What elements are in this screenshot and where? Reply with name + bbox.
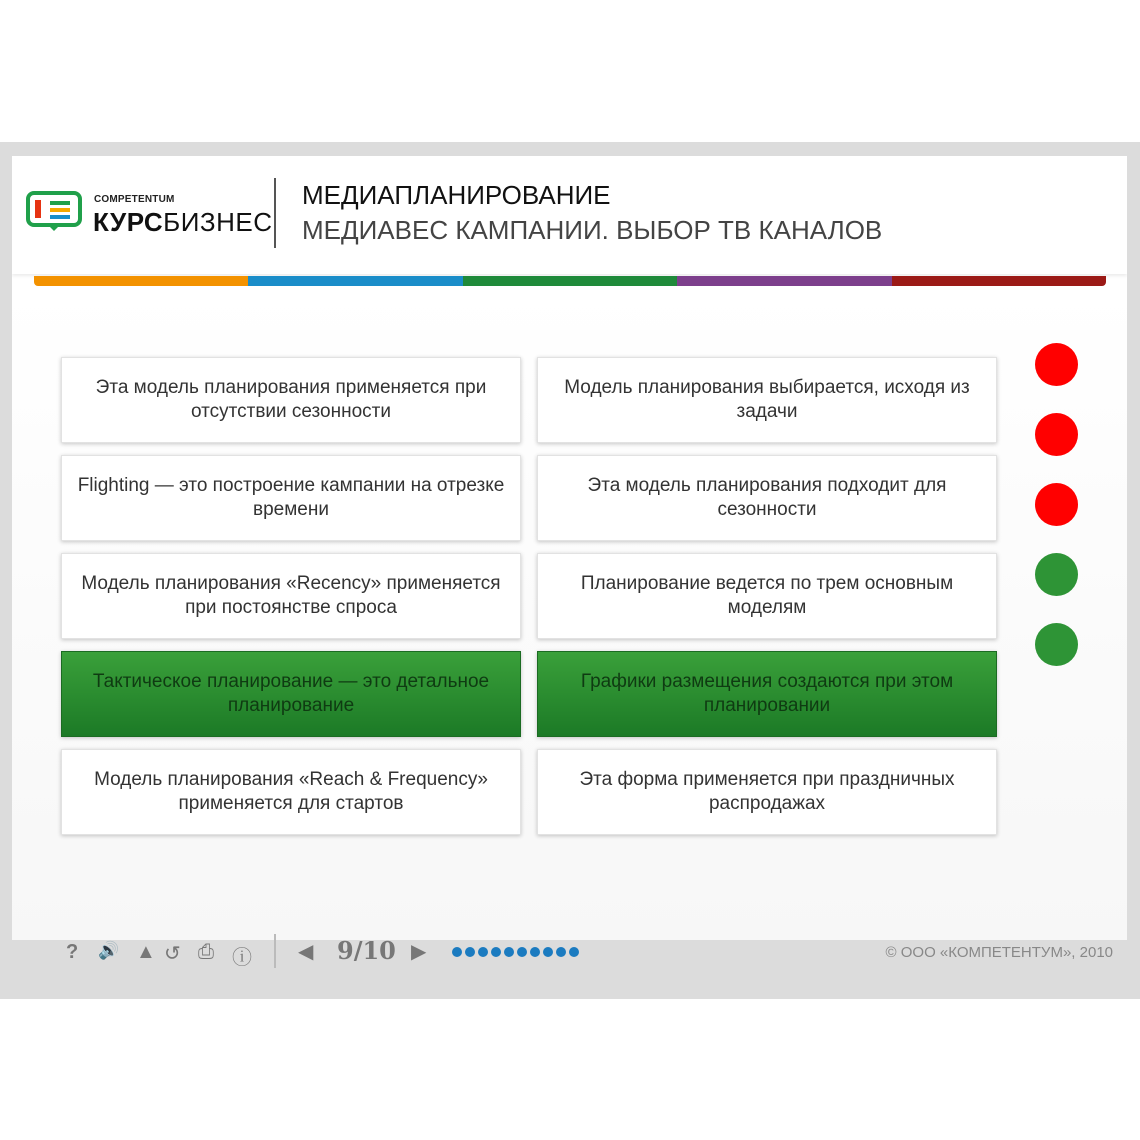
help-icon[interactable]: ? <box>66 941 79 963</box>
player-frame <box>0 142 1140 999</box>
logo <box>26 188 273 238</box>
toolbar-divider <box>274 934 276 968</box>
page-subtitle: МЕДИАВЕС КАМПАНИИ. ВЫБОР ТВ КАНАЛОВ <box>302 215 883 245</box>
card-text: Модель планирования выбирается, исходя из задачи <box>564 377 970 422</box>
copyright-text: © ООО «КОМПЕТЕНТУМ», 2010 <box>885 944 1113 961</box>
answer-card-selected[interactable] <box>537 651 997 737</box>
page-dot[interactable] <box>452 947 462 957</box>
card-text: Планирование ведется по трем основным моделям <box>580 573 954 618</box>
card-text: Модель планирования «Reach & Frequency» применяется для стартов <box>94 769 488 814</box>
page-dot[interactable] <box>530 947 540 957</box>
page-dot[interactable] <box>517 947 527 957</box>
eject-icon[interactable]: ▲ <box>136 941 156 963</box>
player-toolbar <box>0 926 1140 986</box>
answer-card[interactable] <box>537 553 997 639</box>
slide-header <box>12 156 1127 274</box>
answer-card[interactable] <box>537 455 997 541</box>
color-stripe <box>34 276 1106 286</box>
result-indicator <box>1035 623 1078 666</box>
card-text: Тактическое планирование — это детальное планирование <box>92 671 490 716</box>
result-indicator <box>1035 343 1078 386</box>
notes-icon[interactable]: ⎙ <box>198 941 214 963</box>
color-stripe-segment <box>463 276 677 286</box>
color-stripe-segment <box>248 276 462 286</box>
answer-card[interactable] <box>537 357 997 443</box>
answer-card[interactable] <box>61 749 521 835</box>
card-text: Эта модель планирования применяется при отсутствии сезонности <box>95 377 487 422</box>
page-dot[interactable] <box>543 947 553 957</box>
card-text: Flighting — это построение кампании на отрезке времени <box>77 475 505 520</box>
page-dot[interactable] <box>465 947 475 957</box>
color-stripe-segment <box>892 276 1106 286</box>
result-indicator <box>1035 553 1078 596</box>
page-title: МЕДИАПЛАНИРОВАНИЕ <box>302 180 611 210</box>
prev-slide-icon[interactable]: ◀ <box>298 941 314 963</box>
info-icon[interactable]: ⓘ <box>232 947 252 969</box>
page-dot[interactable] <box>478 947 488 957</box>
card-text: Эта форма применяется при праздничных распродажах <box>579 769 955 814</box>
logo-small-text: COMPETENTUM <box>94 194 175 205</box>
logo-word-bold: КУРС <box>93 207 164 237</box>
card-text: Графики размещения создаются при этом планировании <box>580 671 954 716</box>
page-dot[interactable] <box>556 947 566 957</box>
color-stripe-segment <box>677 276 891 286</box>
logo-wordmark <box>93 207 273 238</box>
page-dot[interactable] <box>491 947 501 957</box>
replay-icon[interactable]: ↺ <box>164 943 181 965</box>
logo-word-light: БИЗНЕС <box>163 207 273 237</box>
page-dot[interactable] <box>569 947 579 957</box>
book-logo-icon <box>26 191 82 231</box>
result-indicator <box>1035 483 1078 526</box>
color-stripe-segment <box>34 276 248 286</box>
card-text: Модель планирования «Recency» применяется при постоянстве спроса <box>81 573 501 618</box>
page-indicator: 9/10 <box>337 936 396 965</box>
answer-card[interactable] <box>61 553 521 639</box>
slide <box>12 156 1127 940</box>
next-slide-icon[interactable]: ▶ <box>411 941 427 963</box>
answer-card[interactable] <box>61 455 521 541</box>
answer-card-selected[interactable] <box>61 651 521 737</box>
result-indicator <box>1035 413 1078 456</box>
page-dot[interactable] <box>504 947 514 957</box>
sound-icon[interactable]: 🔊 <box>98 941 120 960</box>
answer-card[interactable] <box>537 749 997 835</box>
card-text: Эта модель планирования подходит для сезонности <box>587 475 947 520</box>
page-dots <box>452 947 579 957</box>
header-divider <box>274 178 276 248</box>
answer-card[interactable] <box>61 357 521 443</box>
